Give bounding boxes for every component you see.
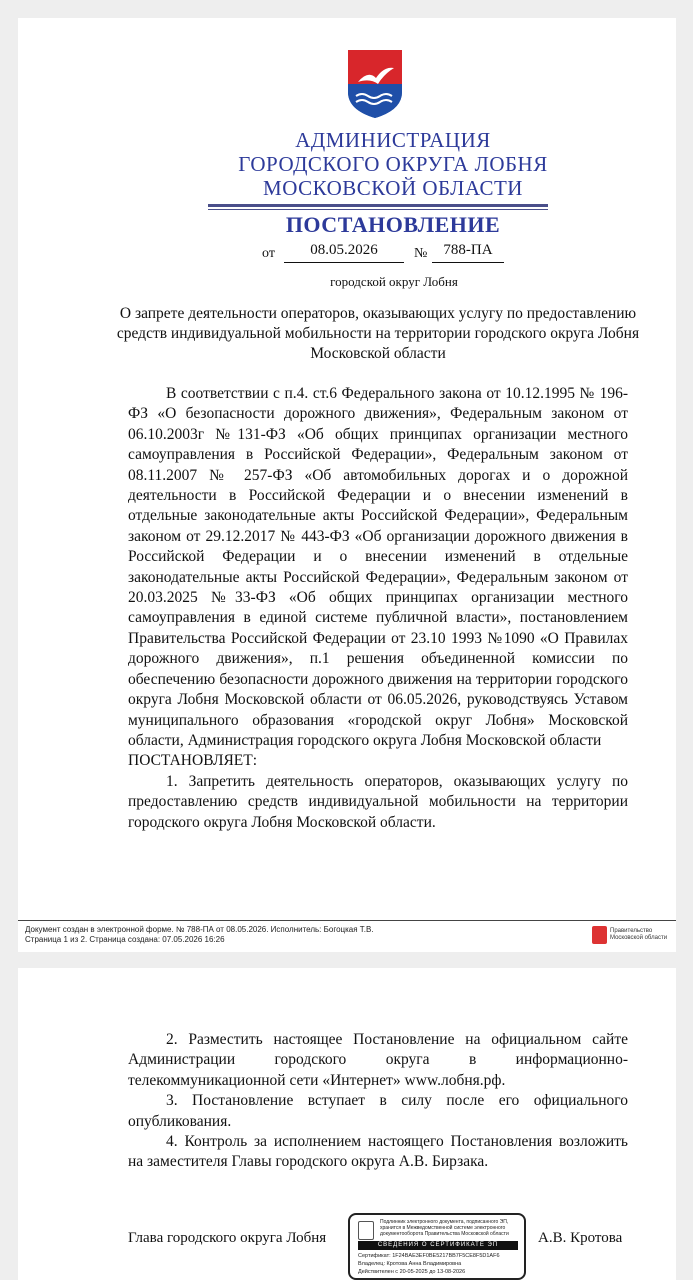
footer-line-1: Документ создан в электронной форме. № 788-ПА от 08.05.2026. Исполнитель: Богоцкая Т.В. <box>25 925 374 934</box>
footer-text <box>25 925 374 945</box>
document-body <box>128 384 628 833</box>
signature-title: Глава городского округа Лобня <box>128 1230 327 1246</box>
gov-logo-line-2: Московской области <box>610 935 668 941</box>
number-label: № <box>414 246 428 261</box>
page-footer <box>18 920 676 949</box>
document-page-2 <box>18 968 676 1280</box>
item-3: 3. Постановление вступает в силу после его официального опубликования. <box>128 1092 628 1130</box>
footer-line-2: Страница 1 из 2. Страница создана: 07.05.2026 16:26 <box>25 935 225 944</box>
stamp-emblem-icon <box>358 1221 374 1240</box>
stamp-note: Подлинник электронного документа, подписанного ЭП, хранится в Межведомственной системе электронного документооборота Правительства Московской области <box>380 1219 509 1237</box>
org-line: ГОРОДСКОГО ОКРУГА ЛОБНЯ <box>238 152 548 176</box>
item-4: 4. Контроль за исполнением настоящего Постановления возложить на заместителя Главы городского округа А.В. Бирзака. <box>128 1133 628 1171</box>
gov-logo-line-1: Правительство <box>610 928 653 934</box>
government-logo-text <box>610 928 667 942</box>
document-type-label: ПОСТАНОВЛЕНИЕ <box>285 212 501 237</box>
stamp-header: СВЕДЕНИЯ О СЕРТИФИКАТЕ ЭП <box>358 1241 518 1250</box>
org-line: АДМИНИСТРАЦИЯ <box>295 128 491 152</box>
header-divider <box>208 204 548 207</box>
item-2: 2. Разместить настоящее Постановление на официальном сайте Администрации городского округа в информационно-телекоммуникационной сети «Интернет» www.лобня.рф. <box>128 1031 628 1089</box>
header-divider-thin <box>208 209 548 210</box>
government-emblem-icon <box>592 926 607 944</box>
document-page-1 <box>18 18 676 952</box>
organization-name <box>18 128 676 200</box>
date-label: от <box>262 246 275 261</box>
signer-name: А.В. Кротова <box>538 1230 623 1246</box>
stamp-certificate: Сертификат: 1F24BAE3EF0BE5217BB7F5CE8F5D1AF6 <box>358 1253 500 1259</box>
resolves-heading: ПОСТАНОВЛЯЕТ: <box>128 752 258 770</box>
item-1: 1. Запретить деятельность операторов, оказывающих услугу по предоставлению средств индивидуальной мобильности на территории городского округа Лобня Московской области. <box>128 772 628 831</box>
coat-of-arms-icon <box>346 48 404 120</box>
document-date: 08.05.2026 <box>284 242 404 263</box>
electronic-signature-stamp <box>348 1213 526 1280</box>
stamp-owner: Владелец: Кротова Анна Владимировна <box>358 1261 462 1267</box>
government-logo <box>592 924 672 946</box>
stamp-validity: Действителен с 20-05-2025 до 13-08-2026 <box>358 1269 466 1275</box>
org-line: МОСКОВСКОЙ ОБЛАСТИ <box>263 176 523 200</box>
document-type <box>18 212 676 238</box>
document-number: 788-ПА <box>432 242 504 263</box>
place-line <box>18 274 676 290</box>
place-text: городской округ Лобня <box>330 274 458 289</box>
preamble-paragraph: В соответствии с п.4. ст.6 Федерального закона от 10.12.1995 № 196-ФЗ «О безопасности дорожного движения», Федеральным законом от 06.10.2003г №131-ФЗ «Об общих принципах организации местного самоуправления в Российской Федерации», Федеральным законом от 08.11.2007 № 257-ФЗ «Об автомобильных дорогах и о дорожной деятельности в Российской Федерации и о внесении изменений в отдельные законодательные акты Российской Федерации», Федеральным законом от 29.12.2017 № 443-ФЗ «Об организации дорожного движения в Российской Федерации и о внесении изменений в отдельные законодательные акты Российской Федерации», Федеральным законом от 20.03.2025 №33-ФЗ «Об общих принципах организации местного самоуправления в единой системе публичной власти», постановлением Правительства Российской Федерации от 23.10 1993 №1090 «О Правилах дорожного движения», п.1 решения объединенной комиссии по обеспечению безопасности дорожного движения на территории городского округа Лобня Московской области от 06.05.2026, руководствуясь Уставом муниципального образования «городской округ Лобня» Московской области, Администрация городского округа Лобня Московской области <box>128 385 628 749</box>
document-subject: О запрете деятельности операторов, оказывающих услугу по предоставлению средств индивидуальной мобильности на территории городского округа Лобня Московской области <box>116 305 640 362</box>
document-body-continued <box>128 1030 628 1173</box>
